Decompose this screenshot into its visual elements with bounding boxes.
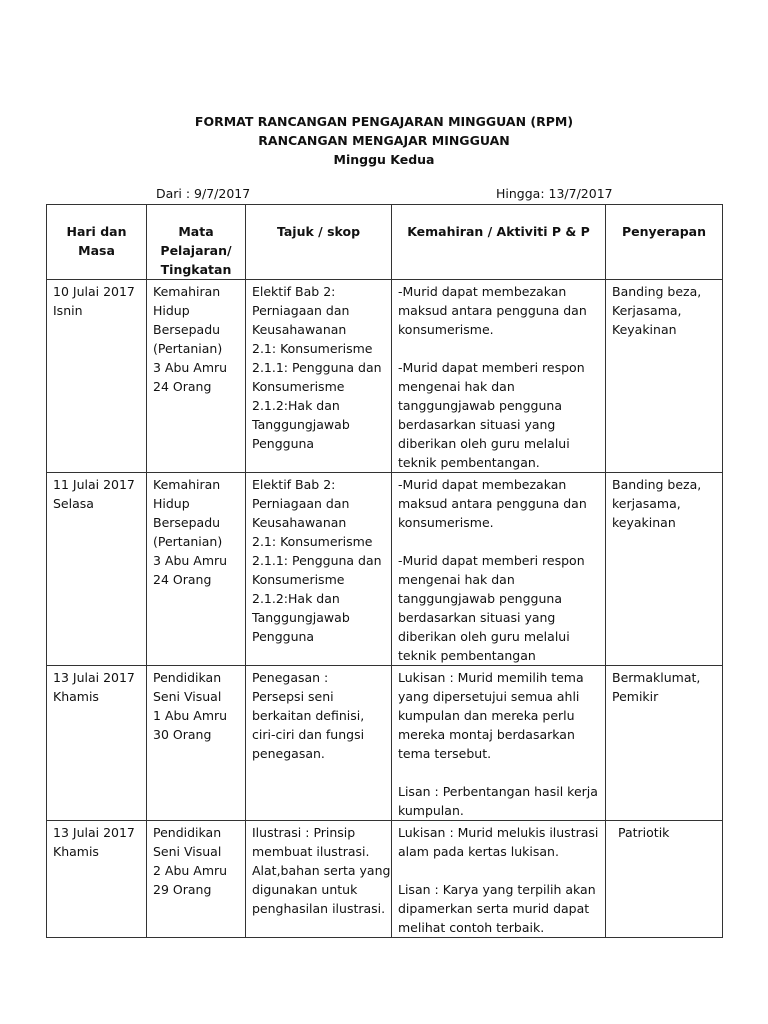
cell-line: 1 Abu Amru [153, 708, 228, 723]
cell-line: mengenai hak dan [398, 379, 515, 394]
date-to: Hingga: 13/7/2017 [496, 186, 613, 201]
cell-line: Selasa [53, 496, 94, 511]
cell-line: Pendidikan [153, 670, 222, 685]
cell-line: berkaitan definisi, [252, 708, 365, 723]
cell-line: melihat contoh terbaik. [398, 920, 545, 935]
header-hari [47, 205, 147, 280]
cell-line: berdasarkan situasi yang [398, 417, 556, 432]
cell-line: Keusahawanan [252, 322, 347, 337]
cell-line: 11 Julai 2017 [53, 477, 135, 492]
document-header [0, 112, 768, 169]
cell-line: 2.1.1: Pengguna dan [252, 553, 382, 568]
cell-line: Lisan : Karya yang terpilih akan [398, 882, 596, 897]
cell-line: mereka montaj berdasarkan [398, 727, 575, 742]
cell-line: kumpulan dan mereka perlu [398, 708, 575, 723]
cell-line: Tanggungjawab [252, 417, 350, 432]
header-mata [147, 205, 246, 280]
cell-hari [47, 666, 147, 821]
cell-line: berdasarkan situasi yang [398, 610, 556, 625]
cell-penyerapan [606, 280, 723, 473]
cell-hari [47, 821, 147, 938]
cell-line: teknik pembentangan [398, 648, 536, 663]
cell-line: digunakan untuk [252, 882, 358, 897]
cell-line: -Murid dapat memberi respon [398, 553, 585, 568]
cell-line: Seni Visual [153, 689, 222, 704]
table-body [47, 280, 723, 938]
cell-line: kerjasama, [612, 496, 681, 511]
cell-line: Pengguna [252, 436, 315, 451]
header-tajuk [246, 205, 392, 280]
cell-kemahiran [392, 821, 606, 938]
cell-line: kumpulan. [398, 803, 464, 818]
cell-kemahiran [392, 473, 606, 666]
cell-line: Elektif Bab 2: [252, 284, 336, 299]
cell-line: Keyakinan [612, 322, 677, 337]
cell-line: 13 Julai 2017 [53, 825, 135, 840]
cell-line: Seni Visual [153, 844, 222, 859]
cell-line: 3 Abu Amru [153, 553, 228, 568]
cell-line: 10 Julai 2017 [53, 284, 135, 299]
cell-line: Pendidikan [153, 825, 222, 840]
cell-line: Tajuk / skop [276, 224, 361, 239]
cell-line: Bersepadu [153, 515, 221, 530]
cell-line: teknik pembentangan. [398, 455, 540, 470]
cell-line: Pengguna [252, 629, 315, 644]
cell-line: diberikan oleh guru melalui [398, 436, 570, 451]
cell-line: tema tersebut. [398, 746, 492, 761]
cell-line: Lisan : Perbentangan hasil kerja [398, 784, 598, 799]
cell-line: yang dipersetujui semua ahli [398, 689, 580, 704]
cell-line: 2 Abu Amru [153, 863, 228, 878]
cell-line: penegasan. [252, 746, 325, 761]
table-header-row [47, 205, 723, 280]
cell-line: Masa [78, 243, 115, 258]
header-subtitle: RANCANGAN MENGAJAR MINGGUAN [258, 133, 510, 148]
cell-line: Tingkatan [160, 262, 232, 277]
cell-line: Kerjasama, [612, 303, 682, 318]
table-row [47, 821, 723, 938]
blank-line [398, 532, 599, 551]
cell-line: Ilustrasi : Prinsip [252, 825, 356, 840]
cell-line: (Pertanian) [153, 534, 223, 549]
cell-line: Bermaklumat, [612, 670, 701, 685]
cell-line: Khamis [53, 844, 99, 859]
cell-line: Persepsi seni [252, 689, 334, 704]
cell-line: Hidup [153, 303, 190, 318]
cell-line: Konsumerisme [252, 572, 345, 587]
cell-mata [147, 666, 246, 821]
cell-line: Lukisan : Murid memilih tema [398, 670, 584, 685]
cell-penyerapan [606, 821, 723, 938]
cell-line: Banding beza, [612, 284, 702, 299]
cell-line: Penegasan : [252, 670, 329, 685]
cell-line: (Pertanian) [153, 341, 223, 356]
cell-line: alam pada kertas lukisan. [398, 844, 559, 859]
cell-tajuk [246, 666, 392, 821]
cell-tajuk [246, 280, 392, 473]
cell-penyerapan [606, 666, 723, 821]
cell-line: -Murid dapat memberi respon [398, 360, 585, 375]
cell-line: Hari dan [66, 224, 127, 239]
cell-line: -Murid dapat membezakan [398, 284, 567, 299]
cell-line: 24 Orang [153, 379, 212, 394]
cell-mata [147, 821, 246, 938]
cell-line: Pelajaran/ [160, 243, 232, 258]
cell-line: 30 Orang [153, 727, 212, 742]
table-row [47, 280, 723, 473]
cell-penyerapan [606, 473, 723, 666]
cell-hari [47, 473, 147, 666]
cell-line: 2.1.2:Hak dan [252, 398, 340, 413]
cell-line: diberikan oleh guru melalui [398, 629, 570, 644]
cell-line: Khamis [53, 689, 99, 704]
date-from: Dari : 9/7/2017 [156, 186, 251, 201]
cell-line: Lukisan : Murid melukis ilustrasi [398, 825, 599, 840]
cell-line: tanggungjawab pengguna [398, 591, 562, 606]
cell-line: Konsumerisme [252, 379, 345, 394]
cell-line: Elektif Bab 2: [252, 477, 336, 492]
cell-line: 24 Orang [153, 572, 212, 587]
cell-line: Perniagaan dan [252, 303, 350, 318]
header-penyerapan [606, 205, 723, 280]
cell-line: Banding beza, [612, 477, 702, 492]
cell-line: mengenai hak dan [398, 572, 515, 587]
cell-line: tanggungjawab pengguna [398, 398, 562, 413]
cell-line: keyakinan [612, 515, 676, 530]
cell-line: membuat ilustrasi. [252, 844, 370, 859]
cell-line: 2.1.2:Hak dan [252, 591, 340, 606]
blank-line [398, 763, 599, 782]
cell-line: 3 Abu Amru [153, 360, 228, 375]
cell-line: Tanggungjawab [252, 610, 350, 625]
cell-line: -Murid dapat membezakan [398, 477, 567, 492]
cell-line: Alat,bahan serta yang [252, 863, 391, 878]
cell-line: maksud antara pengguna dan [398, 303, 587, 318]
cell-mata [147, 280, 246, 473]
cell-line: 2.1: Konsumerisme [252, 341, 373, 356]
cell-line: 13 Julai 2017 [53, 670, 135, 685]
cell-line: ciri-ciri dan fungsi [252, 727, 365, 742]
header-week: Minggu Kedua [333, 152, 435, 167]
table-row [47, 473, 723, 666]
cell-line: Perniagaan dan [252, 496, 350, 511]
cell-line: konsumerisme. [398, 322, 494, 337]
cell-line: 2.1: Konsumerisme [252, 534, 373, 549]
cell-line: penghasilan ilustrasi. [252, 901, 386, 916]
cell-line: Penyerapan [621, 224, 707, 239]
cell-line: Bersepadu [153, 322, 221, 337]
cell-line: 29 Orang [153, 882, 212, 897]
header-kemahiran [392, 205, 606, 280]
cell-tajuk [246, 473, 392, 666]
cell-line: Keusahawanan [252, 515, 347, 530]
cell-line: Kemahiran [153, 477, 221, 492]
blank-line [398, 861, 599, 880]
cell-kemahiran [392, 280, 606, 473]
cell-line: Pemikir [612, 689, 659, 704]
blank-line [398, 339, 599, 358]
cell-line: maksud antara pengguna dan [398, 496, 587, 511]
cell-mata [147, 473, 246, 666]
cell-line: Patriotik [618, 825, 670, 840]
cell-line: dipamerkan serta murid dapat [398, 901, 590, 916]
cell-tajuk [246, 821, 392, 938]
cell-kemahiran [392, 666, 606, 821]
cell-line: 2.1.1: Pengguna dan [252, 360, 382, 375]
cell-line: Hidup [153, 496, 190, 511]
cell-line: Mata [178, 224, 214, 239]
rpm-table [46, 204, 723, 938]
cell-hari [47, 280, 147, 473]
header-title: FORMAT RANCANGAN PENGAJARAN MINGGUAN (RPM) [194, 114, 574, 129]
cell-line: konsumerisme. [398, 515, 494, 530]
cell-line: Kemahiran / Aktiviti P & P [407, 224, 590, 239]
cell-line: Kemahiran [153, 284, 221, 299]
table-row [47, 666, 723, 821]
cell-line: Isnin [53, 303, 83, 318]
